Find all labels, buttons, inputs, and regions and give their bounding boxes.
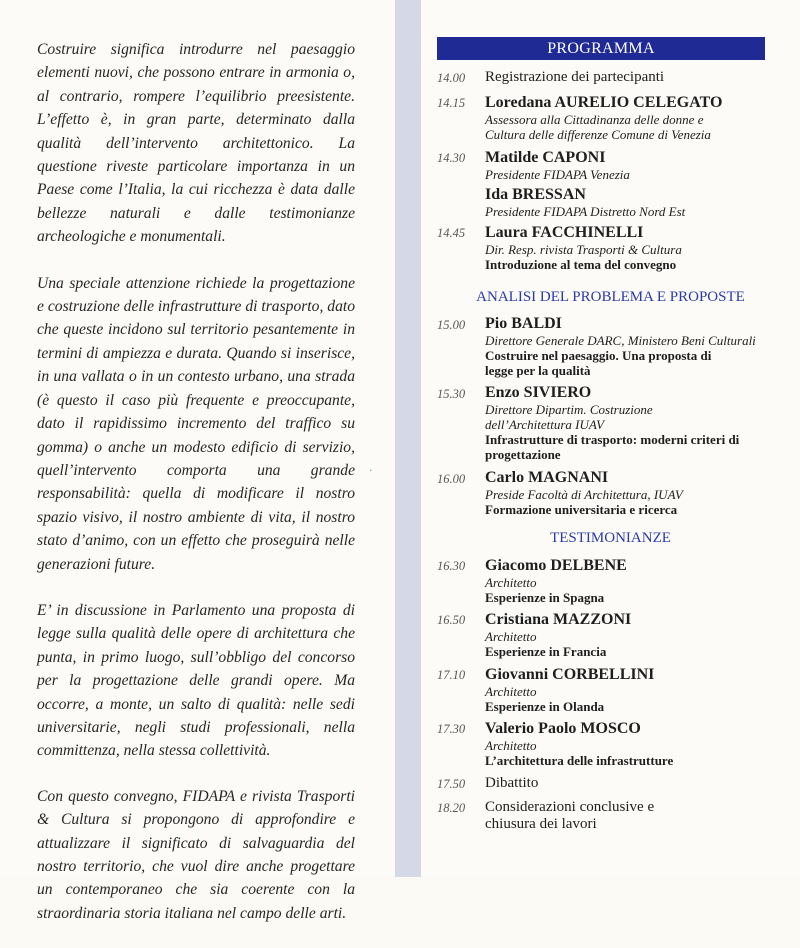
time-label: 16.50 <box>437 613 466 627</box>
entry-text: Dibattito <box>485 775 539 791</box>
speaker-name: Ida BRESSAN <box>485 186 586 203</box>
speaker-name: Laura FACCHINELLI <box>485 224 644 241</box>
time-label: 17.10 <box>437 668 466 682</box>
speaker-role: Architetto <box>485 738 537 753</box>
time-label: 17.30 <box>437 722 466 736</box>
speaker-name: Cristiana MAZZONI <box>485 611 632 628</box>
intro-text <box>37 38 355 948</box>
speaker-name: Loredana AURELIO CELEGATO <box>485 94 723 111</box>
program-entry <box>485 799 785 833</box>
program-entry <box>485 775 785 792</box>
speaker-name: Valerio Paolo MOSCO <box>485 720 641 737</box>
entry-text: Registrazione dei partecipanti <box>485 69 665 85</box>
speaker-name: Carlo MAGNANI <box>485 469 609 486</box>
program-entry <box>485 720 785 768</box>
talk-topic: L’architettura delle infrastrutture <box>485 753 674 768</box>
time-label: 15.00 <box>437 318 466 332</box>
time-label: 17.50 <box>437 777 466 791</box>
talk-topic: Infrastrutture di trasporto: moderni criteri di progettazione <box>485 432 740 462</box>
section-heading-analisi: ANALISI DEL PROBLEMA E PROPOSTE <box>476 289 745 305</box>
talk-topic: Introduzione al tema del convegno <box>485 257 677 272</box>
speaker-role: Architetto <box>485 684 537 699</box>
intro-paragraph-2: Una speciale attenzione richiede la progettazione e costruzione delle infrastrutture di trasporto, dato che queste incidono sul territorio pesantemente in termini di ampiezza e durata. Quando si inserisce, in una vallata o in un contesto urbano, una strada (è questo il caso più frequente e preoccupante, dato il rapidissimo incremento del traffico su gomma) o anche un modesto edificio di servizio, quell’intervento comporta una grande responsabilità: quella di modificare il nostro spazio visivo, il nostro ambiente di vita, il nostro stato d’animo, con un effetto che proseguirà nelle generazioni future. <box>37 274 355 573</box>
speaker-name: Pio BALDI <box>485 315 562 332</box>
time-label: 16.30 <box>437 559 466 573</box>
speaker-role: Preside Facoltà di Architettura, IUAV <box>485 487 683 502</box>
time-label: 15.30 <box>437 387 466 401</box>
page-fold <box>395 0 421 877</box>
time-label: 14.15 <box>437 96 466 110</box>
speaker-role: Direttore Generale DARC, Ministero Beni Culturali <box>485 333 756 348</box>
programma-header: PROGRAMMA <box>437 37 765 60</box>
program-entry <box>485 315 785 378</box>
speaker-role: Assessora alla Cittadinanza delle donne e Cultura delle differenze Comune di Venezia <box>485 112 711 142</box>
program-entry <box>485 384 785 462</box>
talk-topic: Costruire nel paesaggio. Una proposta di legge per la qualità <box>485 348 712 378</box>
stray-mark: · <box>369 466 373 477</box>
entry-text: Considerazioni conclusive e chiusura dei lavori <box>485 799 655 832</box>
speaker-role: Architetto <box>485 629 537 644</box>
speaker-role: Direttore Dipartim. Costruzione dell’Architettura IUAV <box>485 402 653 432</box>
speaker-name: Giovanni CORBELLINI <box>485 666 655 683</box>
program-entry <box>485 186 785 219</box>
program-entry <box>485 94 785 142</box>
speaker-role: Presidente FIDAPA Distretto Nord Est <box>485 204 686 219</box>
time-label: 14.00 <box>437 71 466 85</box>
program-entry <box>485 469 785 517</box>
program-entry <box>485 611 785 659</box>
talk-topic: Esperienze in Francia <box>485 644 607 659</box>
talk-topic: Esperienze in Olanda <box>485 699 605 714</box>
time-label: 18.20 <box>437 801 466 815</box>
time-label: 16.00 <box>437 472 466 486</box>
program-entry <box>485 69 785 86</box>
speaker-role: Dir. Resp. rivista Trasporti & Cultura <box>485 242 682 257</box>
program-entry <box>485 666 785 714</box>
intro-paragraph-1: Costruire significa introdurre nel paesaggio elementi nuovi, che possono entrare in armonia o, al contrario, rompere l’equilibrio preesistente. L’effetto è, in gran parte, determinato dalla qualità dell’intervento architettonico. La questione riveste particolare importanza in un Paese come l’Italia, la cui ricchezza è data dalle bellezze naturali e dalle testimonianze archeologiche e monumentali. <box>37 41 355 246</box>
intro-paragraph-4: Con questo convegno, FIDAPA e rivista Trasporti & Cultura si propongono di approfondire e attualizzare il significato di salvaguardia del nostro territorio, che vuol dire anche progettare un contemporaneo che sia coerente con la straordinaria storia italiana nel campo delle arti. <box>37 787 355 922</box>
speaker-name: Enzo SIVIERO <box>485 384 592 401</box>
program-entry <box>485 224 785 272</box>
speaker-role: Architetto <box>485 575 537 590</box>
time-label: 14.30 <box>437 151 466 165</box>
time-label: 14.45 <box>437 226 466 240</box>
section-heading-testimonianze: TESTIMONIANZE <box>550 530 671 546</box>
speaker-role: Presidente FIDAPA Venezia <box>485 167 630 182</box>
program-entry <box>485 557 785 605</box>
talk-topic: Formazione universitaria e ricerca <box>485 502 678 517</box>
program-entry <box>485 149 785 182</box>
talk-topic: Esperienze in Spagna <box>485 590 605 605</box>
intro-paragraph-3: E’ in discussione in Parlamento una proposta di legge sulla qualità delle opere di architettura che punta, in primo luogo, sull’obbligo del concorso per la progettazione delle grandi opere. Ma occorre, a monte, un salto di qualità: nelle sedi universitarie, negli studi professionali, nella committenza, nella stessa collettività. <box>37 601 355 760</box>
speaker-name: Giacomo DELBENE <box>485 557 627 574</box>
speaker-name: Matilde CAPONI <box>485 149 606 166</box>
